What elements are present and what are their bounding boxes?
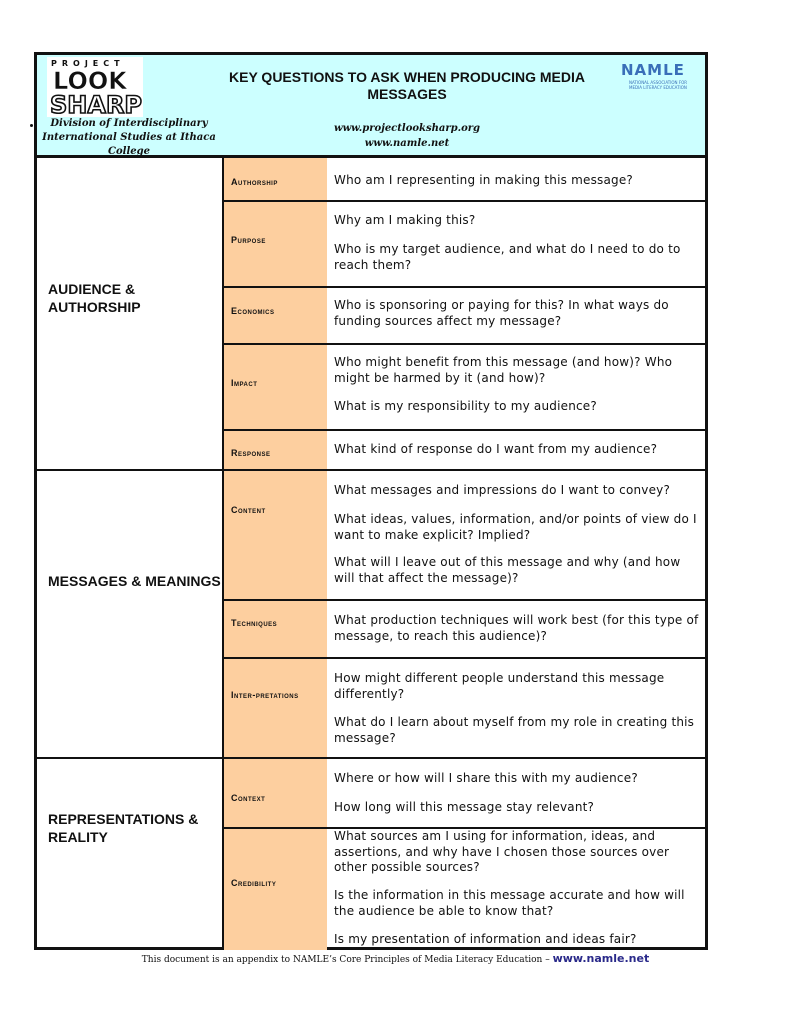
question: What messages and impressions do I want to convey? bbox=[334, 483, 671, 497]
document-header bbox=[34, 52, 708, 158]
row-content bbox=[223, 471, 705, 599]
footer-link[interactable]: www.namle.net bbox=[552, 952, 650, 965]
question: Who might benefit from this message (and how)? Who might be harmed by it (and how)? bbox=[334, 355, 673, 385]
section-label: AUDIENCE & AUTHORSHIP bbox=[48, 281, 141, 315]
row-purpose bbox=[223, 202, 705, 286]
section-representations-reality bbox=[37, 758, 223, 950]
row-response bbox=[223, 431, 705, 469]
svg-text:LOOK: LOOK bbox=[53, 67, 127, 95]
category-label: Response bbox=[231, 448, 271, 458]
row-techniques bbox=[223, 601, 705, 657]
category-label: Impact bbox=[231, 378, 258, 388]
question: Is the information in this message accurate and how will the audience be able to know that? bbox=[334, 888, 685, 918]
row-authorship bbox=[223, 158, 705, 200]
row-credibility bbox=[223, 829, 705, 950]
questions-table bbox=[34, 158, 708, 950]
question: How might different people understand this message differently? bbox=[334, 671, 665, 701]
page-title: KEY QUESTIONS TO ASK WHEN PRODUCING MEDIA MESSAGES bbox=[229, 69, 585, 102]
namle-logo bbox=[617, 61, 697, 95]
category-cell bbox=[223, 829, 327, 950]
category-label: Economics bbox=[231, 306, 275, 316]
project-url[interactable]: www.projectlooksharp.org bbox=[333, 123, 481, 134]
category-cell bbox=[223, 431, 327, 469]
namle-logo-word: NAMLE bbox=[621, 61, 685, 79]
document-footer bbox=[0, 952, 791, 965]
question: Who is my target audience, and what do I need to do to reach them? bbox=[334, 242, 681, 272]
category-cell bbox=[223, 601, 327, 657]
category-cell bbox=[223, 471, 327, 599]
row-context bbox=[223, 759, 705, 827]
section-audience-authorship bbox=[37, 158, 223, 470]
namle-logo-subtitle: NATIONAL ASSOCIATION FOR MEDIA LITERACY EDUCATION bbox=[629, 80, 688, 90]
category-label: Context bbox=[231, 793, 266, 803]
question: What sources am I using for information, ideas, and assertions, and why have I chosen those sources over other possible sources? bbox=[334, 829, 670, 874]
question: Who is sponsoring or paying for this? In what ways do funding sources affect my message? bbox=[334, 298, 669, 328]
namle-url[interactable]: www.namle.net bbox=[364, 138, 450, 149]
category-label: Techniques bbox=[231, 618, 278, 628]
category-cell bbox=[223, 202, 327, 286]
row-impact bbox=[223, 345, 705, 429]
category-cell bbox=[223, 759, 327, 827]
category-label: Content bbox=[231, 505, 266, 515]
question: How long will this message stay relevant? bbox=[334, 800, 595, 814]
section-label: REPRESENTATIONS & REALITY bbox=[48, 811, 199, 845]
category-label: Authorship bbox=[231, 177, 278, 187]
question: What is my responsibility to my audience? bbox=[334, 399, 597, 413]
division-text: Division of Interdisciplinary International Studies at Ithaca College bbox=[42, 118, 216, 157]
category-label: Credibility bbox=[231, 878, 277, 888]
svg-text:PROJECT: PROJECT bbox=[51, 59, 125, 68]
category-label: Inter-pretations bbox=[231, 690, 299, 700]
section-label: MESSAGES & MEANINGS bbox=[48, 573, 221, 589]
question: What production techniques will work best (for this type of message, to reach this audience)? bbox=[334, 613, 699, 643]
question: What do I learn about myself from my role in creating this message? bbox=[334, 715, 695, 745]
project-look-sharp-logo bbox=[47, 57, 143, 117]
question: Who am I representing in making this message? bbox=[334, 173, 634, 187]
question: Is my presentation of information and ideas fair? bbox=[334, 932, 637, 946]
header-urls bbox=[277, 121, 537, 151]
stray-bullet bbox=[30, 124, 33, 127]
question: What ideas, values, information, and/or points of view do I want to make explicit? Implied? bbox=[334, 512, 697, 542]
row-economics bbox=[223, 288, 705, 343]
section-messages-meanings bbox=[37, 470, 223, 758]
question: Where or how will I share this with my audience? bbox=[334, 771, 638, 785]
category-cell bbox=[223, 345, 327, 429]
svg-text:SHARP: SHARP bbox=[50, 91, 143, 117]
category-label: Purpose bbox=[231, 235, 266, 245]
footer-text: This document is an appendix to NAMLE’s Core Principles of Media Literacy Education – bbox=[141, 955, 553, 965]
row-interpretations bbox=[223, 659, 705, 757]
question: Why am I making this? bbox=[334, 213, 476, 227]
category-cell bbox=[223, 288, 327, 343]
category-cell bbox=[223, 659, 327, 757]
category-cell bbox=[223, 158, 327, 200]
question: What kind of response do I want from my audience? bbox=[334, 442, 658, 456]
question: What will I leave out of this message and why (and how will that affect the message)? bbox=[334, 555, 681, 585]
